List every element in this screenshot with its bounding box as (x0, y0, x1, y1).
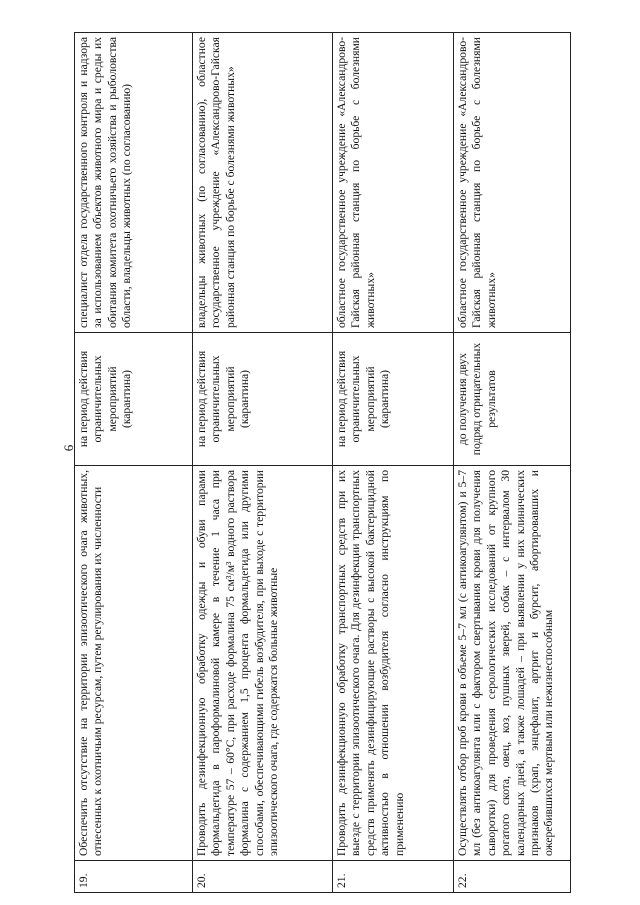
responsible-cell (193, 33, 333, 333)
period-cell (454, 333, 571, 466)
period-cell (193, 333, 333, 466)
measure-cell (193, 466, 333, 861)
rotated-table-container (74, 33, 570, 893)
measure-text: Осуществлять отбор проб крови в объеме 5–7 мл (с антикоагулянтом) и 5–7 мл (без антикоагулянта или с фактором свертывания крови для получения сыворотки) для проведения серологических исследований от крупного рогатого скота, овец, коз, пушных зверей, собак – с интервалом 30 календарных дней, а также лошадей – при выявлении у них клинических признаков (храп, энцефалит, артрит и бурсит, абортировавших и ожеребившихся мертвым или нежизнеспособным (456, 470, 556, 856)
table-row (454, 33, 571, 893)
responsible-text: специалист отдела государственного контроля и надзора за использованием объектов животного мира и среды их обитания комитета охотничьего хозяйства и рыболовства области, владельцы животных (по согласованию) (77, 37, 134, 328)
table-row (333, 33, 454, 893)
period-text: на период действия ограничительных мероприятий (карантина) (335, 350, 392, 448)
responsible-text: владельцы животных (по согласованию), областное государственное учреждение «Александрово-Гайская районная станция по борьбе с болезнями животных» (195, 37, 237, 328)
table-row (193, 33, 333, 893)
measure-cell (75, 466, 193, 861)
row-number: 22. (454, 861, 571, 893)
responsible-cell (333, 33, 454, 333)
measure-text: Проводить дезинфекционную обработку транспортных средств при их выезде с территории эпизоотического очага. Для дезинфекции транспортных средств применять дезинфицирующие растворы с высокой бактерицидной активностью в отношении возбудителя согласно инструкциям по применению (335, 470, 406, 856)
row-number: 19. (75, 861, 193, 893)
measure-text: Проводить дезинфекционную обработку одежды и обуви парами формальдегида в пароформалиновой камере в течение 1 часа при температуре 57 – 60°С, при расходе формалина 75 см³/м³ водного раствора формалина с содержанием 1,5 процента формальдегида или другими способами, обеспечивающими гибель возбудителя, при выходе с территории эпизоотического очага, где содержатся больные животные (195, 470, 280, 856)
period-text: на период действия ограничительных мероприятий (карантина) (195, 350, 252, 448)
measures-table (74, 32, 571, 893)
period-text: на период действия ограничительных мероприятий (карантина) (77, 350, 134, 448)
measure-text: Обеспечить отсутствие на территории эпизоотического очага животных, отнесенных к охотничьим ресурсам, путем регулирования их численности (77, 470, 105, 856)
responsible-cell (454, 33, 571, 333)
measure-cell (454, 466, 571, 861)
period-cell (333, 333, 454, 466)
page-number: 6 (61, 444, 76, 452)
row-number: 20. (193, 861, 333, 893)
period-cell (75, 333, 193, 466)
responsible-text: областное государственное учреждение «Александрово-Гайская районная станция по борьбе с болезнями животных» (335, 37, 377, 328)
row-number: 21. (333, 861, 454, 893)
responsible-text: областное государственное учреждение «Александрово-Гайская районная станция по борьбе с болезнями животных» (456, 37, 498, 328)
measure-cell (333, 466, 454, 861)
table-row (75, 33, 193, 893)
period-text: до получения двух подряд отрицательных результатов (456, 342, 498, 456)
responsible-cell (75, 33, 193, 333)
